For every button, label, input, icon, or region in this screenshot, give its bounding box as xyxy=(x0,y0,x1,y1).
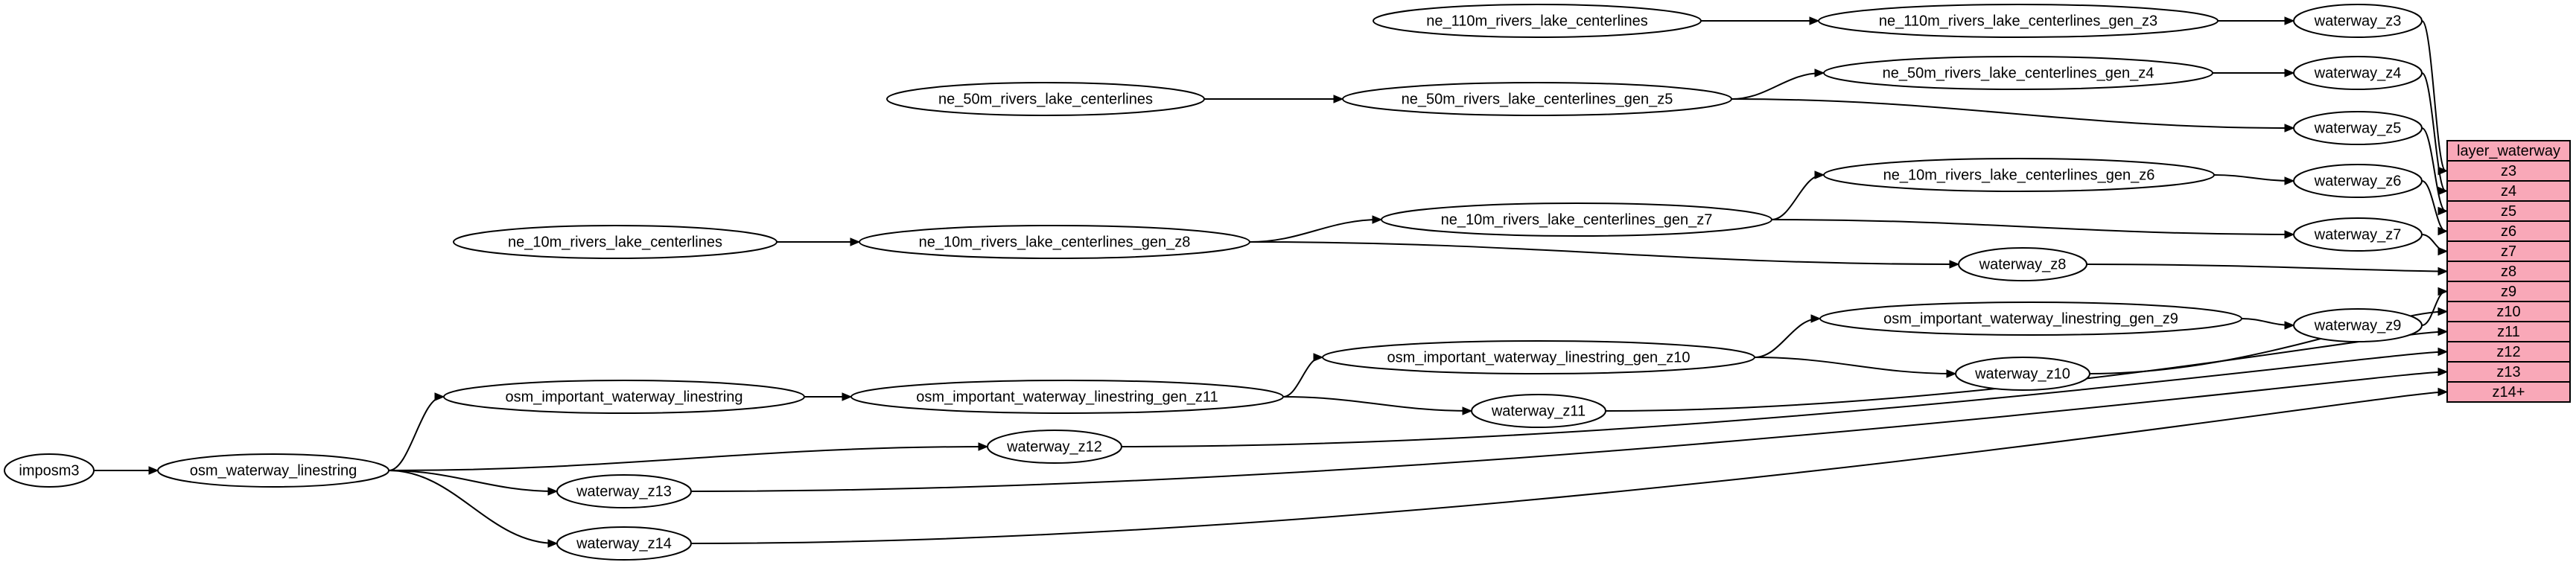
edge-waterway_z8-to-layer_waterway xyxy=(2087,264,2446,272)
edge-arrowhead xyxy=(2438,368,2447,376)
table-header-label: layer_waterway xyxy=(2457,142,2560,159)
edge-arrowhead xyxy=(1950,261,1959,268)
edge-arrowhead xyxy=(2285,322,2294,329)
edge-arrowhead xyxy=(1811,315,1820,322)
edge-arrowhead xyxy=(2285,231,2294,238)
node-label: waterway_z14 xyxy=(576,535,672,552)
edge-arrowhead xyxy=(2438,348,2447,356)
node-label: osm_important_waterway_linestring_gen_z9 xyxy=(1883,310,2178,328)
graph-node-waterway_z6[interactable] xyxy=(2294,165,2422,197)
edge-arrowhead xyxy=(548,488,557,495)
table-row-label: z13 xyxy=(2496,363,2521,380)
graph-node-ne_110m_rivers_lake_centerlines[interactable] xyxy=(1373,4,1701,37)
layer-waterway-table[interactable] xyxy=(2447,141,2570,402)
edge-ne_10m_rivers_lake_centerlines_gen_z8-to-ne_10m_rivers_lake_centerlines_gen_z7 xyxy=(1250,220,1380,242)
edge-arrowhead xyxy=(2285,17,2294,25)
graph-node-osm_important_waterway_linestring[interactable] xyxy=(444,380,804,413)
edge-arrowhead xyxy=(1314,354,1323,361)
node-label: ne_10m_rivers_lake_centerlines_gen_z7 xyxy=(1440,211,1713,229)
edge-arrowhead xyxy=(1463,407,1472,415)
edge-arrowhead xyxy=(2285,124,2294,132)
graph-node-waterway_z7[interactable] xyxy=(2294,218,2422,251)
edge-arrowhead xyxy=(2438,328,2447,336)
graph-node-osm_waterway_linestring[interactable] xyxy=(158,454,389,487)
edge-arrowhead xyxy=(850,238,859,246)
edge-arrowhead xyxy=(2438,389,2447,396)
edge-waterway_z12-to-layer_waterway xyxy=(1122,352,2446,447)
edge-arrowhead xyxy=(1815,171,1824,179)
table-row-label: z9 xyxy=(2500,283,2517,300)
graph-node-waterway_z11[interactable] xyxy=(1472,395,1606,427)
node-label: ne_50m_rivers_lake_centerlines xyxy=(938,91,1153,108)
graph-node-waterway_z4[interactable] xyxy=(2294,57,2422,89)
node-label: imposm3 xyxy=(19,462,80,479)
edge-arrowhead xyxy=(2438,308,2447,316)
edge-arrowhead xyxy=(2438,268,2447,275)
node-label: osm_important_waterway_linestring_gen_z10 xyxy=(1387,349,1691,366)
graph-node-waterway_z12[interactable] xyxy=(988,430,1122,463)
node-label: ne_50m_rivers_lake_centerlines_gen_z5 xyxy=(1401,91,1673,108)
edge-arrowhead xyxy=(435,393,444,401)
node-label: ne_110m_rivers_lake_centerlines xyxy=(1426,13,1648,30)
node-label: waterway_z10 xyxy=(1975,366,2070,383)
graph-node-osm_important_waterway_linestring_gen_z10[interactable] xyxy=(1323,341,1755,374)
node-label: waterway_z3 xyxy=(2314,13,2402,30)
graph-node-ne_50m_rivers_lake_centerlines[interactable] xyxy=(887,83,1204,115)
edge-ne_10m_rivers_lake_centerlines_gen_z6-to-waterway_z6 xyxy=(2214,175,2292,181)
edge-osm_important_waterway_linestring_gen_z10-to-osm_important_waterway_linestring_gen_z9 xyxy=(1755,319,1819,357)
edge-ne_50m_rivers_lake_centerlines_gen_z5-to-ne_50m_rivers_lake_centerlines_gen_z4 xyxy=(1731,73,1822,99)
graph-node-ne_10m_rivers_lake_centerlines[interactable] xyxy=(454,226,777,258)
graph-node-waterway_z13[interactable] xyxy=(557,475,691,508)
table-row-label: z5 xyxy=(2500,202,2517,220)
graph-node-osm_important_waterway_linestring_gen_z11[interactable] xyxy=(851,380,1283,413)
table-row-label: z6 xyxy=(2500,223,2517,240)
table-row-label: z3 xyxy=(2500,162,2517,179)
edge-arrowhead xyxy=(979,443,988,450)
graph-node-osm_important_waterway_linestring_gen_z9[interactable] xyxy=(1820,302,2242,335)
edges-layer xyxy=(94,17,2447,547)
node-label: ne_110m_rivers_lake_centerlines_gen_z3 xyxy=(1878,13,2158,30)
node-label: waterway_z11 xyxy=(1491,403,1586,420)
edge-arrowhead xyxy=(2285,69,2294,77)
edge-ne_10m_rivers_lake_centerlines_gen_z8-to-waterway_z8 xyxy=(1250,242,1957,264)
node-label: ne_50m_rivers_lake_centerlines_gen_z4 xyxy=(1882,65,2154,82)
node-label: ne_10m_rivers_lake_centerlines xyxy=(508,234,722,251)
node-label: waterway_z8 xyxy=(1979,256,2067,273)
node-label: waterway_z6 xyxy=(2314,173,2402,190)
table-row-label: z8 xyxy=(2500,263,2517,280)
node-label: ne_10m_rivers_lake_centerlines_gen_z8 xyxy=(918,234,1191,251)
edge-arrowhead xyxy=(149,467,158,474)
edge-ne_50m_rivers_lake_centerlines_gen_z5-to-waterway_z5 xyxy=(1731,99,2292,128)
edge-ne_10m_rivers_lake_centerlines_gen_z7-to-waterway_z7 xyxy=(1772,220,2292,234)
edge-ne_10m_rivers_lake_centerlines_gen_z7-to-ne_10m_rivers_lake_centerlines_gen_z6 xyxy=(1772,175,1822,220)
graph-node-waterway_z5[interactable] xyxy=(2294,112,2422,144)
edge-arrowhead xyxy=(1810,17,1819,25)
graph-node-waterway_z14[interactable] xyxy=(557,527,691,560)
graph-node-waterway_z3[interactable] xyxy=(2294,4,2422,37)
table-row-label: z12 xyxy=(2496,343,2521,360)
node-label: waterway_z12 xyxy=(1007,438,1102,456)
graph-node-ne_50m_rivers_lake_centerlines_gen_z5[interactable] xyxy=(1343,83,1731,115)
node-label: osm_waterway_linestring xyxy=(189,462,357,479)
node-label: ne_10m_rivers_lake_centerlines_gen_z6 xyxy=(1883,167,2155,184)
edge-osm_waterway_linestring-to-waterway_z12 xyxy=(389,447,986,470)
graph-node-waterway_z8[interactable] xyxy=(1959,248,2087,281)
edge-osm_waterway_linestring-to-osm_important_waterway_linestring xyxy=(389,397,442,470)
graph-node-ne_50m_rivers_lake_centerlines_gen_z4[interactable] xyxy=(1824,57,2213,89)
edge-waterway_z9-to-layer_waterway xyxy=(2422,292,2446,326)
edge-arrowhead xyxy=(2285,177,2294,185)
edge-arrowhead xyxy=(1334,95,1343,103)
graph-node-imposm3[interactable] xyxy=(4,454,94,487)
edge-arrowhead xyxy=(2438,248,2447,255)
edge-osm_important_waterway_linestring_gen_z11-to-osm_important_waterway_linestring_gen_z10 xyxy=(1283,357,1321,397)
node-label: waterway_z13 xyxy=(576,483,672,500)
node-label: osm_important_waterway_linestring_gen_z11 xyxy=(916,389,1218,406)
edge-osm_important_waterway_linestring_gen_z10-to-waterway_z10 xyxy=(1755,357,1954,374)
edge-arrowhead xyxy=(2438,288,2447,296)
table-row-label: z14+ xyxy=(2492,383,2525,401)
table-row-label: z11 xyxy=(2497,323,2520,340)
node-label: waterway_z4 xyxy=(2314,65,2402,82)
graph-node-waterway_z10[interactable] xyxy=(1956,357,2090,390)
graph-node-ne_10m_rivers_lake_centerlines_gen_z8[interactable] xyxy=(859,226,1250,258)
edge-arrowhead xyxy=(842,393,851,401)
edge-arrowhead xyxy=(548,540,557,547)
edge-osm_important_waterway_linestring_gen_z11-to-waterway_z11 xyxy=(1283,397,1470,411)
graph-node-waterway_z9[interactable] xyxy=(2294,309,2422,342)
edge-arrowhead xyxy=(1815,69,1824,77)
table-row-label: z10 xyxy=(2496,303,2521,320)
graph-node-ne_10m_rivers_lake_centerlines_gen_z6[interactable] xyxy=(1824,159,2214,191)
graph-node-ne_10m_rivers_lake_centerlines_gen_z7[interactable] xyxy=(1381,203,1772,236)
node-label: osm_important_waterway_linestring xyxy=(505,389,743,406)
node-label: waterway_z5 xyxy=(2314,120,2402,137)
edge-arrowhead xyxy=(1373,216,1381,223)
edge-waterway_z3-to-layer_waterway xyxy=(2422,21,2446,171)
node-label: waterway_z7 xyxy=(2314,226,2402,243)
table-row-label: z4 xyxy=(2500,182,2517,200)
node-label: waterway_z9 xyxy=(2314,317,2402,334)
table-row-label: z7 xyxy=(2500,243,2517,260)
edge-arrowhead xyxy=(1947,370,1956,377)
graph-node-ne_110m_rivers_lake_centerlines_gen_z3[interactable] xyxy=(1819,4,2218,37)
